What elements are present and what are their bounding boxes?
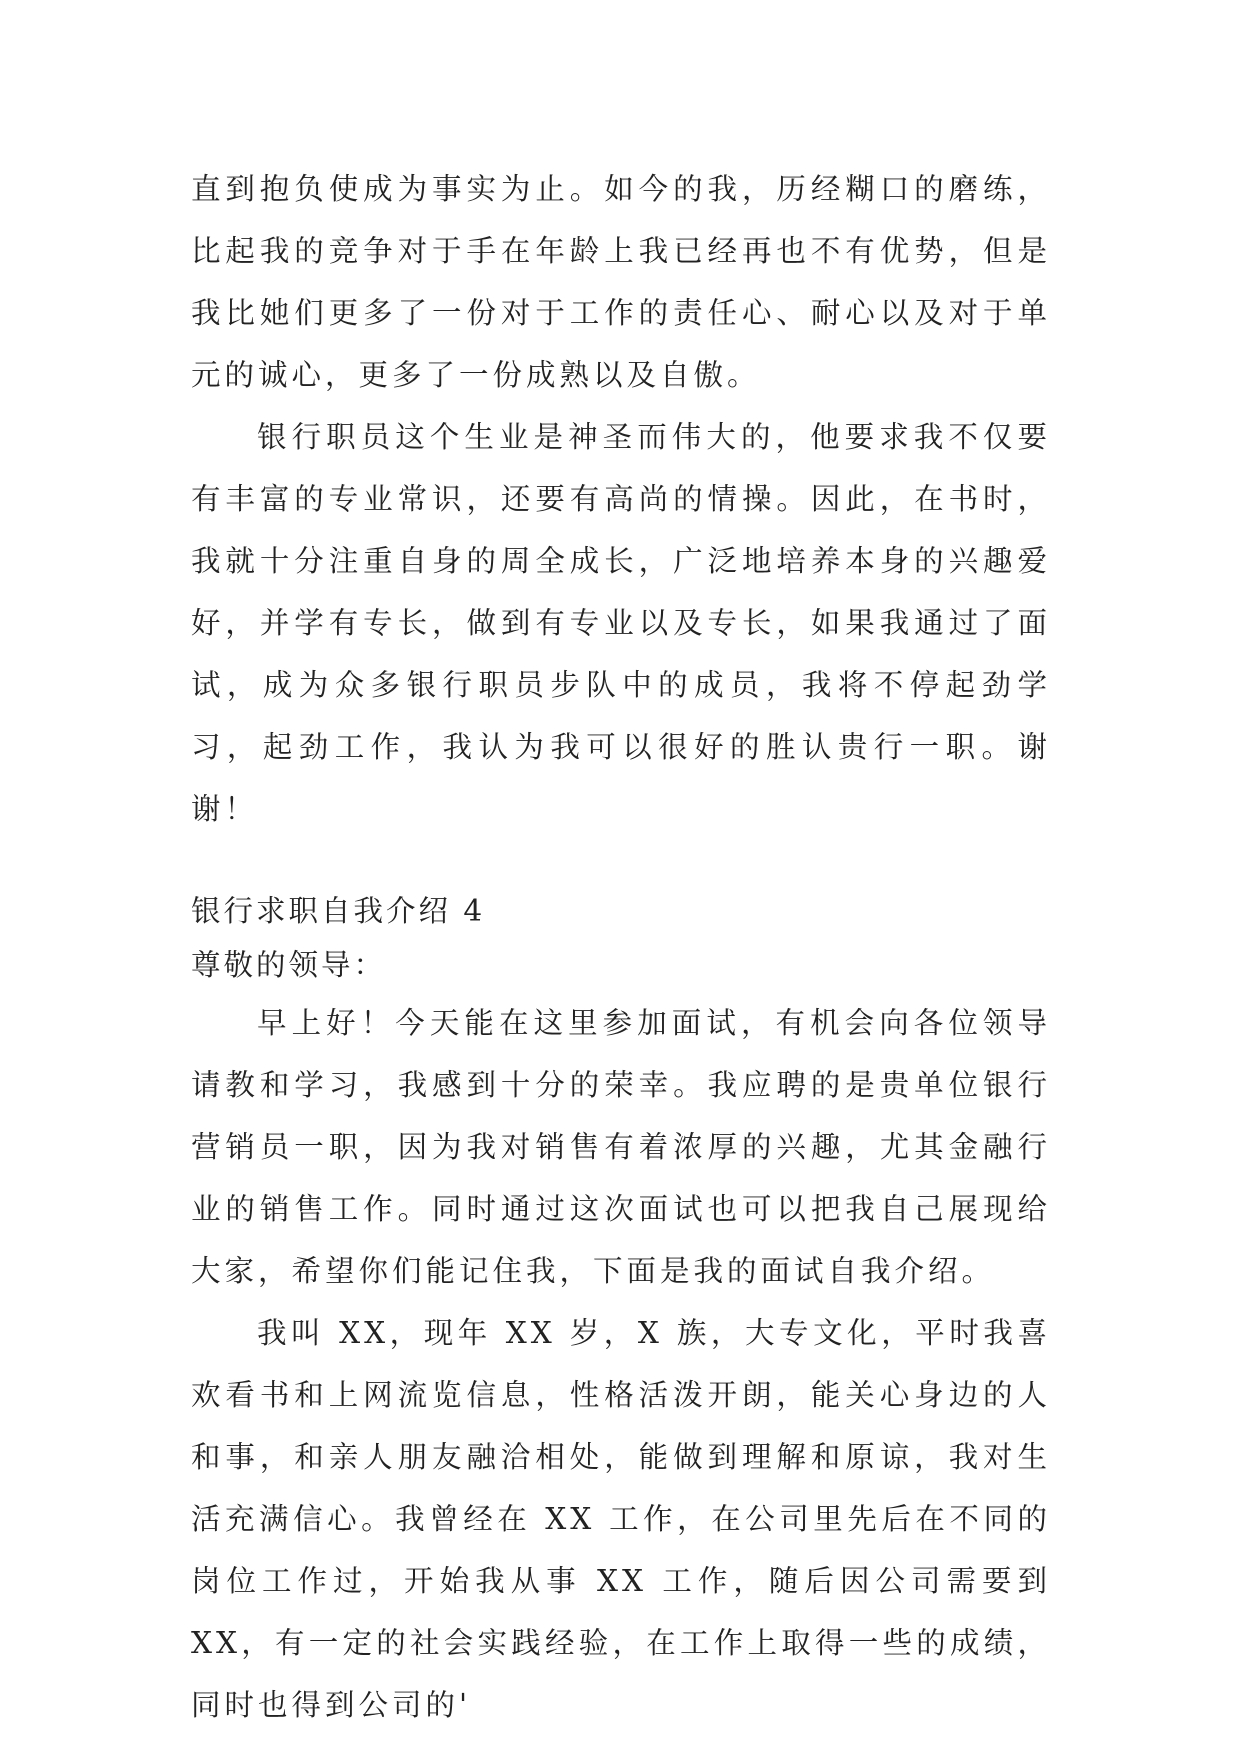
body-paragraph: 银行职员这个生业是神圣而伟大的，他要求我不仅要有丰富的专业常识，还要有高尚的情操。因此，在书时，我就十分注重自身的周全成长，广泛地培养本身的兴趣爱好，并学有专长，做到有专业以及专长，如果我通过了面试，成为众多银行职员步队中的成员，我将不停起劲学习，起劲工作，我认为我可以很好的胜认贵行一职。谢谢！	[191, 420, 1051, 826]
body-paragraph: 早上好！今天能在这里参加面试，有机会向各位领导请教和学习，我感到十分的荣幸。我应聘的是贵单位银行营销员一职，因为我对销售有着浓厚的兴趣，尤其金融行业的销售工作。同时通过这次面试也可以把我自己展现给大家，希望你们能记住我，下面是我的面试自我介绍。	[191, 1006, 1051, 1288]
body-paragraph-continued: 直到抱负使成为事实为止。如今的我，历经糊口的磨练，比起我的竞争对于手在年龄上我已经再也不有优势，但是我比她们更多了一份对于工作的责任心、耐心以及对于单元的诚心，更多了一份成熟以及自傲。	[191, 172, 1051, 392]
body-paragraph: 我叫 XX，现年 XX 岁，X 族，大专文化，平时我喜欢看书和上网流览信息，性格活泼开朗，能关心身边的人和事，和亲人朋友融洽相处，能做到理解和原谅，我对生活充满信心。我曾经在 XX 工作，在公司里先后在不同的岗位工作过，开始我从事 XX 工作，随后因公司需要到 XX，有一定的社会实践经验，在工作上取得一些的成绩，同时也得到公司的'	[191, 1316, 1051, 1722]
section-heading: 银行求职自我介绍 4	[191, 894, 486, 928]
section-spacer	[191, 840, 1051, 884]
document-body	[191, 158, 1051, 1736]
salutation: 尊敬的领导：	[191, 948, 387, 982]
